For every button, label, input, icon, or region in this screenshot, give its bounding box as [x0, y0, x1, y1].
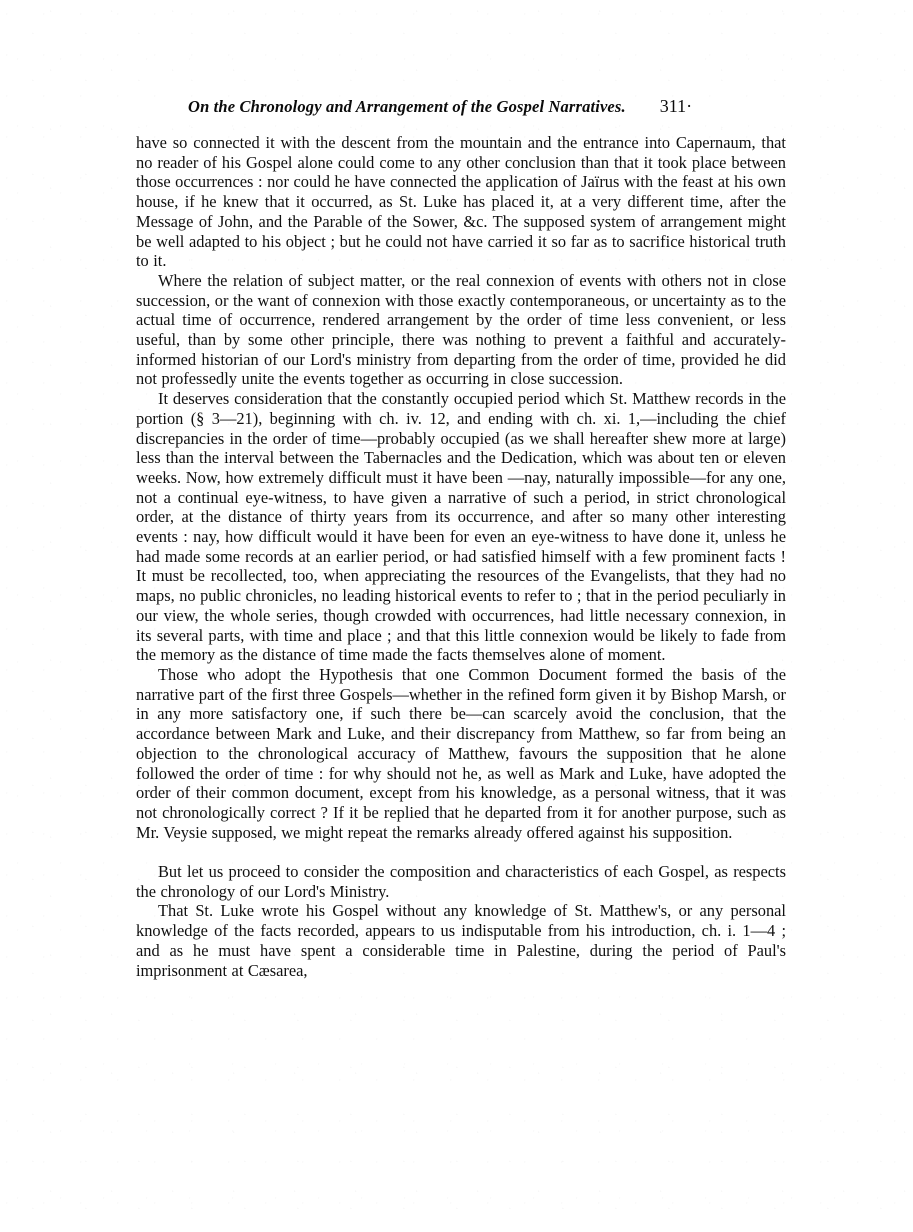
paragraph: But let us proceed to consider the composition and characteristics of each Gospel, as respects the chronology of our Lord's Ministry.	[136, 862, 786, 901]
paragraph: Those who adopt the Hypothesis that one Common Document formed the basis of the narrative part of the first three Gospels—whether in the refined form given it by Bishop Marsh, or in any more satisfactory one, if such there be—can scarcely avoid the conclusion, that the accordance between Mark and Luke, and their discrepancy from Matthew, so far from being an objection to the chronological accuracy of Matthew, favours the supposition that he alone followed the order of time : for why should not he, as well as Mark and Luke, have adopted the order of their common document, except from his knowledge, as a personal witness, that it was not chronologically correct ? If it be replied that he departed from it for another purpose, such as Mr. Veysie supposed, we might repeat the remarks already offered against his supposition.	[136, 664, 786, 842]
running-head-title: On the Chronology and Arrangement of the Gospel Narratives.	[188, 97, 626, 116]
paragraph: Where the relation of subject matter, or the real connexion of events with others not in close succession, or the want of connexion with those exactly contemporaneous, or uncertainty as to the actual time of occurrence, rendered arrangement by the order of time less convenient, or less useful, than by some other principle, there was nothing to prevent a faithful and accurately-informed historian of our Lord's ministry from departing from the order of time, provided he did not professedly unite the events together as occurring in close succession.	[136, 270, 786, 389]
paragraph: have so connected it with the descent from the mountain and the entrance into Capernaum, that no reader of his Gospel alone could come to any other conclusion than that it took place between those occurrences : nor could he have connected the application of Jaïrus with the feast at his own house, if he knew that it occurred, as St. Luke has placed it, at a very different time, after the Message of John, and the Parable of the Sower, &c. The supposed system of arrangement might be well adapted to his object ; but he could not have carried it so far as to sacrifice historical truth to it.	[136, 133, 786, 271]
running-head	[136, 96, 786, 122]
page-number: 311·	[659, 96, 693, 116]
paragraph: It deserves consideration that the constantly occupied period which St. Matthew records in the portion (§ 3—21), beginning with ch. iv. 12, and ending with ch. xi. 1,—including the chief discrepancies in the order of time—probably occupied (as we shall hereafter shew more at large) less than the interval between the Tabernacles and the Dedication, which was about ten or eleven weeks. Now, how extremely difficult must it have been —nay, naturally impossible—for any one, not a continual eye-witness, to have given a narrative of such a period, in strict chronological order, at the distance of thirty years from its occurrence, and after so many other interesting events : nay, how difficult would it have been for even an eye-witness to have done it, unless he had made some records at an earlier period, or had satisfied himself with a few prominent facts ! It must be recollected, too, when appreciating the resources of the Evangelists, that they had no maps, no public chronicles, no leading historical events to refer to ; that in the period peculiarly in our view, the whole series, though crowded with occurrences, had little necessary connexion, in its several parts, with time and place ; and that this little connexion would be likely to fade from the memory as the distance of time made the facts themselves alone of moment.	[136, 389, 786, 665]
body-text-block	[136, 133, 786, 980]
paragraph: That St. Luke wrote his Gospel without any knowledge of St. Matthew's, or any personal knowledge of the facts recorded, appears to us indisputable from his introduction, ch. i. 1—4 ; and as he must have spent a considerable time in Palestine, during the period of Paul's imprisonment at Cæsarea,	[136, 901, 786, 980]
